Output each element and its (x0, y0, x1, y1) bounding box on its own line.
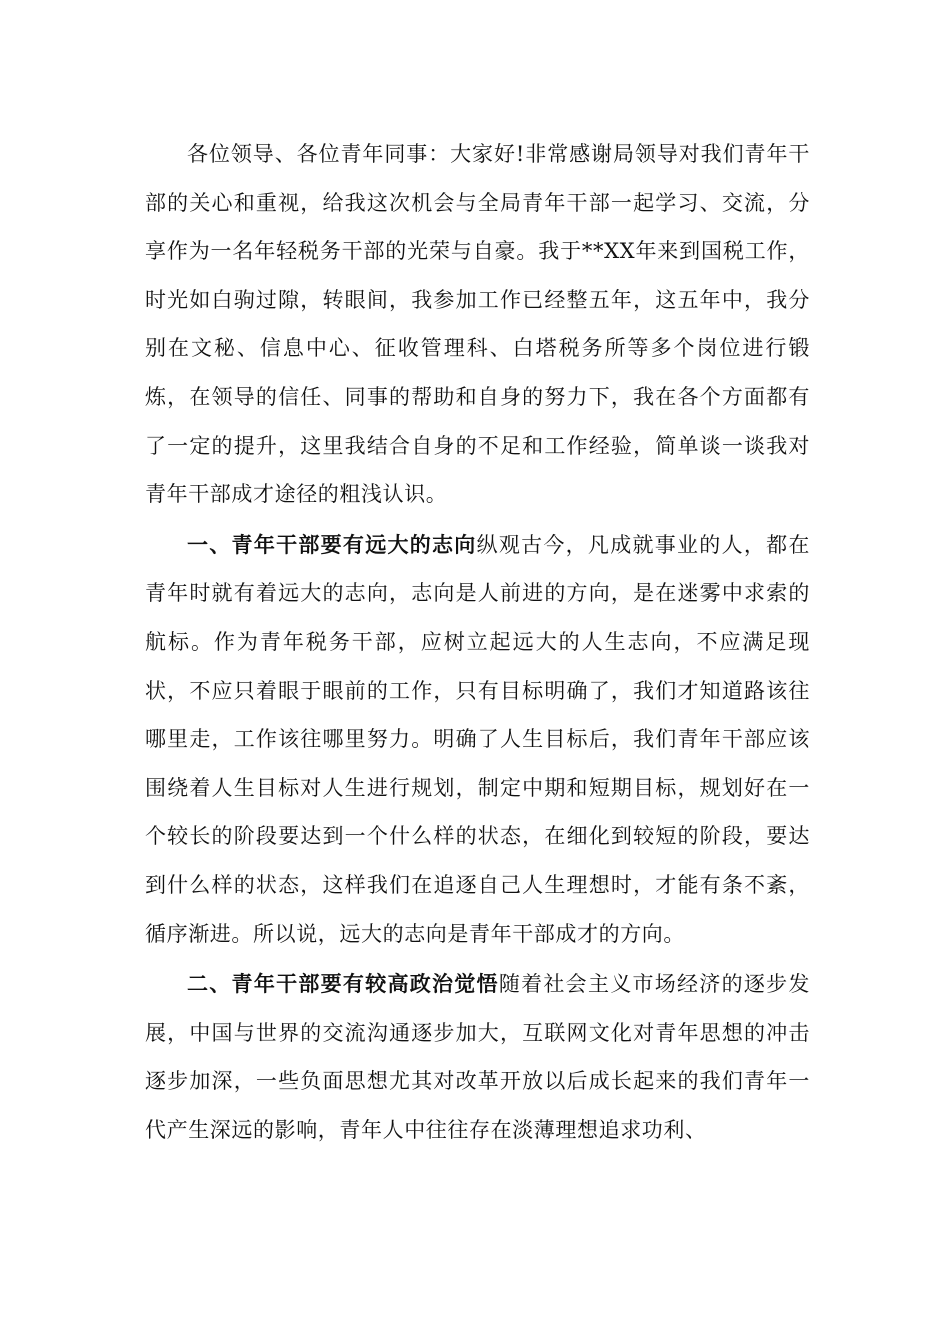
paragraph-intro (145, 130, 810, 519)
section-2-text: 随着社会主义市场经济的逐步发展，中国与世界的交流沟通逐步加大，互联网文化对青年思想的冲击逐步加深，一些负面思想尤其对改革开放以后成长起来的我们青年一代产生深远的影响，青年人中往往存在淡薄理想追求功利、 (145, 972, 810, 1142)
section-1-text: 纵观古今，凡成就事业的人，都在青年时就有着远大的志向，志向是人前进的方向，是在迷雾中求索的航标。作为青年税务干部，应树立起远大的人生志向，不应满足现状，不应只着眼于眼前的工作，只有目标明确了，我们才知道路该往哪里走，工作该往哪里努力。明确了人生目标后，我们青年干部应该围绕着人生目标对人生进行规划，制定中期和短期目标，规划好在一个较长的阶段要达到一个什么样的状态，在细化到较短的阶段，要达到什么样的状态，这样我们在追逐自己人生理想时，才能有条不紊，循序渐进。所以说，远大的志向是青年干部成才的方向。 (145, 532, 810, 946)
paragraph-intro-text: 各位领导、各位青年同事：大家好!非常感谢局领导对我们青年干部的关心和重视，给我这次机会与全局青年干部一起学习、交流，分享作为一名年轻税务干部的光荣与自豪。我于**XX年来到国税工作，时光如白驹过隙，转眼间，我参加工作已经整五年，这五年中，我分别在文秘、信息中心、征收管理科、白塔税务所等多个岗位进行锻炼，在领导的信任、同事的帮助和自身的努力下，我在各个方面都有了一定的提升，这里我结合自身的不足和工作经验，简单谈一谈我对青年干部成才途径的粗浅认识。 (145, 142, 810, 507)
document-body (145, 130, 810, 1154)
section-1-heading: 一、青年干部要有远大的志向 (187, 531, 477, 557)
paragraph-section-1 (145, 521, 810, 958)
section-2-heading: 二、青年干部要有较高政治觉悟 (187, 971, 499, 997)
paragraph-section-2 (145, 960, 810, 1154)
